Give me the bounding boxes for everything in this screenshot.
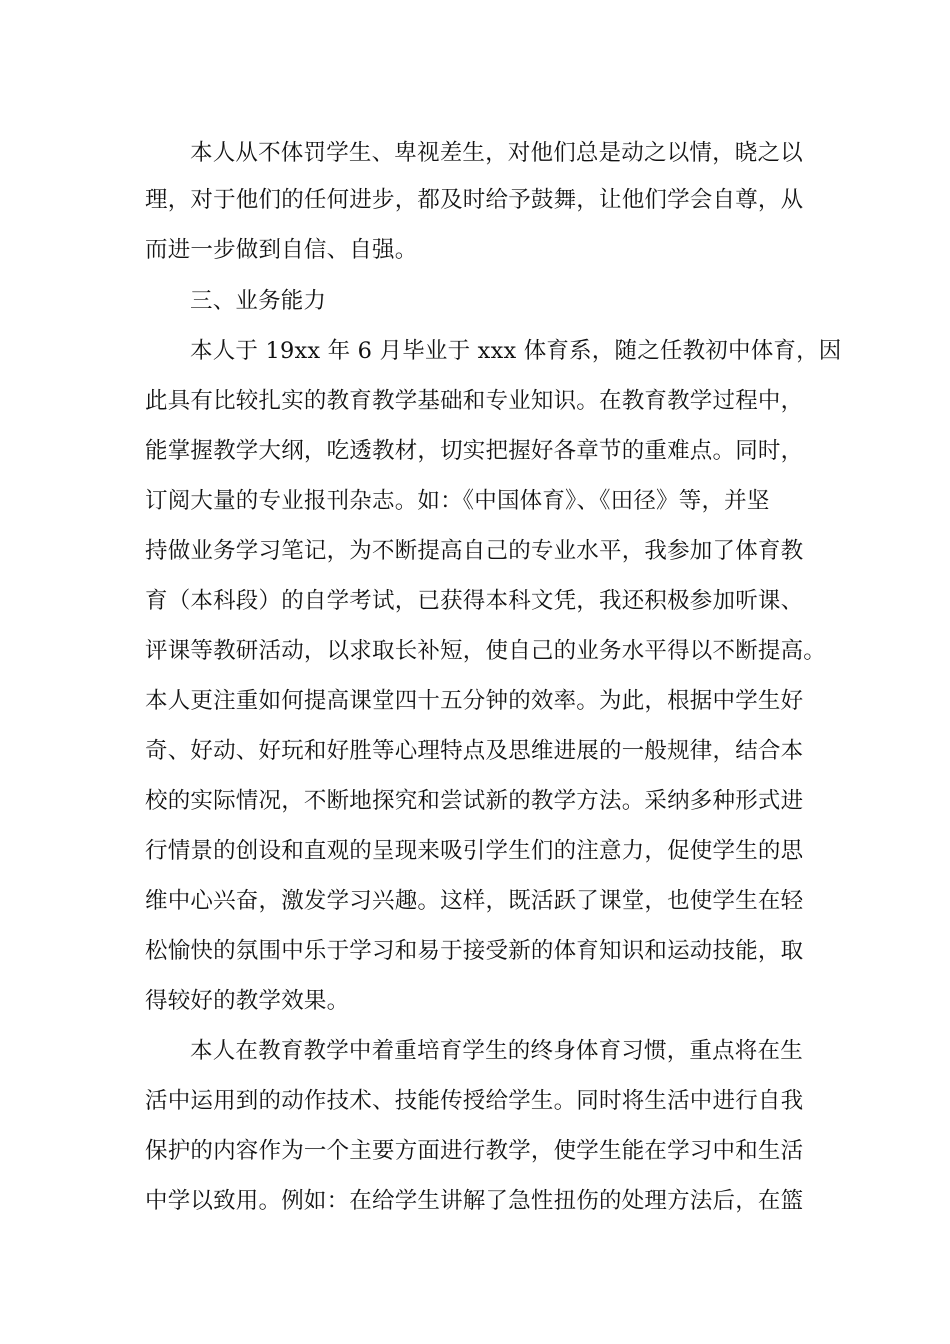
- text-line: 中学以致用。例如：在给学生讲解了急性扭伤的处理方法后，在篮: [145, 1188, 804, 1214]
- text-line: 本人更注重如何提高课堂四十五分钟的效率。为此，根据中学生好: [145, 688, 804, 714]
- text-line: 本人在教育教学中着重培育学生的终身体育习惯，重点将在生: [190, 1038, 803, 1064]
- text-line: 而进一步做到自信、自强。: [145, 237, 418, 263]
- text-line: 评课等教研活动，以求取长补短，使自己的业务水平得以不断提高。: [145, 638, 827, 664]
- text-line: 本人于 19xx 年 6 月毕业于 xxx 体育系，随之任教初中体育，因: [190, 338, 842, 364]
- text-line: 育（本科段）的自学考试，已获得本科文凭，我还积极参加听课、: [145, 588, 804, 614]
- text-line: 理，对于他们的任何进步，都及时给予鼓舞，让他们学会自尊，从: [145, 187, 804, 213]
- text-line: 松愉快的氛围中乐于学习和易于接受新的体育知识和运动技能，取: [145, 938, 804, 964]
- text-line: 活中运用到的动作技术、技能传授给学生。同时将生活中进行自我: [145, 1088, 804, 1114]
- text-line: 行情景的创设和直观的呈现来吸引学生们的注意力，促使学生的思: [145, 838, 804, 864]
- text-line: 本人从不体罚学生、卑视差生，对他们总是动之以情，晓之以: [190, 140, 803, 166]
- text-line: 得较好的教学效果。: [145, 988, 350, 1014]
- text-line: 维中心兴奋，激发学习兴趣。这样，既活跃了课堂，也使学生在轻: [145, 888, 804, 914]
- text-line: 订阅大量的专业报刊杂志。如：《中国体育》、《田径》等，并坚: [145, 488, 770, 514]
- text-line: 校的实际情况，不断地探究和尝试新的教学方法。采纳多种形式进: [145, 788, 804, 814]
- section-heading: 三、业务能力: [190, 288, 327, 314]
- text-line: 奇、好动、好玩和好胜等心理特点及思维进展的一般规律，结合本: [145, 738, 804, 764]
- text-line: 保护的内容作为一个主要方面进行教学，使学生能在学习中和生活: [145, 1138, 804, 1164]
- text-line: 持做业务学习笔记，为不断提高自己的专业水平，我参加了体育教: [145, 538, 804, 564]
- text-line: 此具有比较扎实的教育教学基础和专业知识。在教育教学过程中，: [145, 388, 804, 414]
- text-line: 能掌握教学大纲，吃透教材，切实把握好各章节的重难点。同时，: [145, 438, 804, 464]
